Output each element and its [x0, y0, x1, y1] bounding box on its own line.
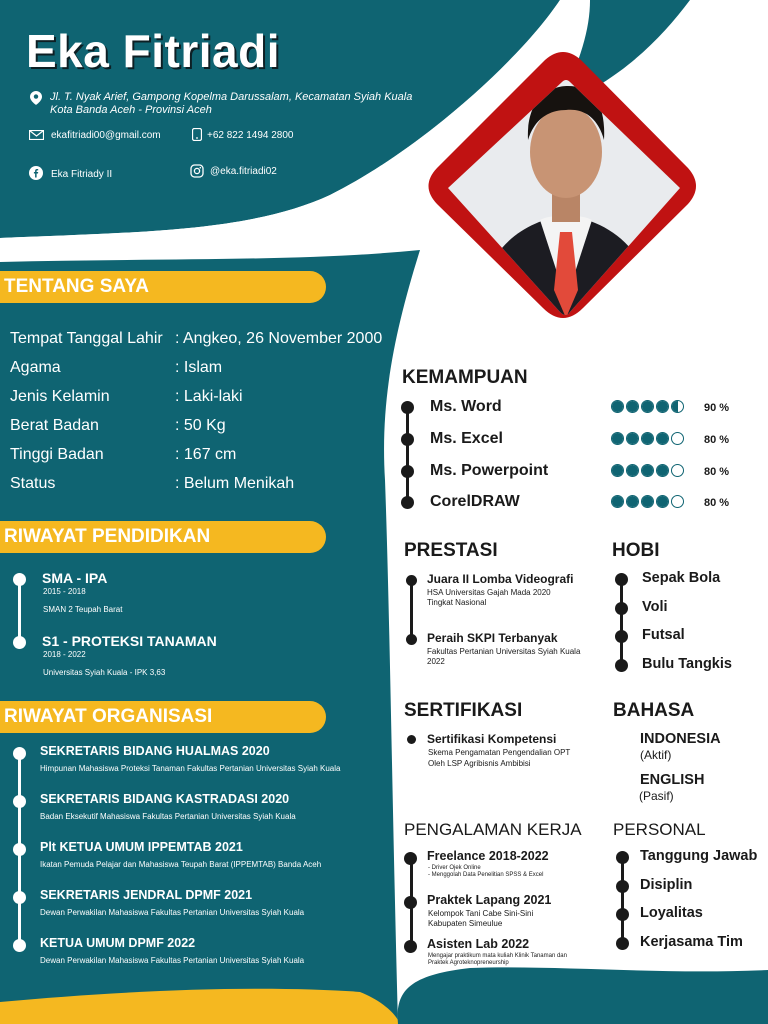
about-row [10, 417, 226, 435]
achievement-line-2: Tingkat Nasional [427, 598, 487, 607]
skill-level-dot [626, 464, 639, 477]
skill-percent: 80 % [704, 497, 730, 509]
skill-level-dot [626, 495, 639, 508]
about-row [10, 446, 236, 464]
education-place: SMAN 2 Teupah Barat [43, 605, 123, 614]
facebook-icon [29, 166, 43, 180]
certification-line-1: Skema Pengamatan Pengendalian OPT [428, 748, 571, 757]
hobbies-timeline-line [620, 578, 623, 664]
hobby-dot [615, 602, 628, 615]
skill-level-fill [627, 496, 638, 507]
organization-title: KETUA UMUM DPMF 2022 [40, 936, 196, 950]
about-row [10, 330, 382, 348]
achievements-heading: PRESTASI [404, 540, 498, 561]
experience-dot [404, 852, 417, 865]
skill-level-dot [641, 400, 654, 413]
skill-percent: 80 % [704, 466, 730, 478]
skill-name: Ms. Excel [430, 430, 503, 447]
skill-level-dot [611, 495, 624, 508]
personal-dot [616, 937, 629, 950]
skill-dot [401, 433, 414, 446]
language-level: (Aktif) [640, 748, 672, 762]
experience-line-1: Mengajar praktikum mata kuliah Klinik Tanaman dan [428, 953, 567, 959]
experience-line-1: - Driver Ojek Online [428, 865, 481, 871]
skill-level-dot [611, 432, 624, 445]
hobby-dot [615, 659, 628, 672]
skill-level-fill [672, 401, 678, 412]
organization-dot [13, 843, 26, 856]
organization-dot [13, 939, 26, 952]
phone-icon [192, 128, 202, 141]
skill-level-fill [642, 433, 653, 444]
education-timeline-line [18, 578, 21, 642]
skill-percent: 90 % [704, 402, 730, 414]
personal-dot [616, 880, 629, 893]
skill-level-fill [612, 433, 623, 444]
skill-percent: 80 % [704, 434, 730, 446]
hobby-item: Futsal [642, 627, 685, 643]
skill-level-fill [627, 433, 638, 444]
experience-line-2: - Menggolah Data Penelitian SPSS & Excel [428, 872, 544, 878]
personal-item: Disiplin [640, 876, 693, 893]
skill-level-dot [626, 400, 639, 413]
skills-timeline-line [406, 405, 409, 503]
achievement-dot [406, 575, 417, 586]
about-row [10, 475, 294, 493]
education-place: Universitas Syiah Kuala - IPK 3,63 [43, 668, 166, 677]
organization-dot [13, 747, 26, 760]
education-years: 2018 - 2022 [43, 650, 86, 659]
experience-heading: PENGALAMAN KERJA [404, 820, 582, 839]
skill-level-dot [626, 432, 639, 445]
candidate-name: Eka Fitriadi [26, 25, 280, 77]
achievements-timeline-line [410, 579, 413, 637]
personal-item: Loyalitas [640, 905, 703, 921]
experience-title: Asisten Lab 2022 [427, 937, 530, 951]
skill-level-fill [612, 401, 623, 412]
address-line-2: Kota Banda Aceh - Provinsi Aceh [50, 104, 212, 116]
experience-line-1: Kelompok Tani Cabe Sini-Sini [428, 909, 534, 918]
skill-level-fill [642, 496, 653, 507]
organization-desc: Dewan Perwakilan Mahasiswa Fakultas Pertanian Universitas Syiah Kuala [40, 956, 305, 965]
hobby-dot [615, 573, 628, 586]
organization-banner: RIWAYAT ORGANISASI [0, 701, 326, 733]
skill-name: CorelDRAW [430, 493, 520, 510]
skill-level-fill [627, 465, 638, 476]
achievement-dot [406, 634, 417, 645]
skill-level-dot [641, 495, 654, 508]
hobby-item: Sepak Bola [642, 570, 721, 586]
about-row [10, 388, 243, 406]
skill-level-fill [612, 496, 623, 507]
skill-name: Ms. Word [430, 398, 502, 415]
experience-title: Praktek Lapang 2021 [427, 893, 552, 907]
about-row-value: : Angkeo, 26 November 2000 [175, 330, 383, 347]
education-years: 2015 - 2018 [43, 587, 86, 596]
about-row-value: : Belum Menikah [175, 475, 295, 492]
language-name: INDONESIA [640, 731, 721, 747]
organization-desc: Dewan Perwakilan Mahasiswa Fakultas Pertanian Universitas Syiah Kuala [40, 908, 305, 917]
skill-level-dot [671, 464, 684, 477]
education-title: SMA - IPA [42, 570, 108, 586]
achievement-title: Peraih SKPI Terbanyak [427, 631, 558, 645]
skill-level-dot [656, 400, 669, 413]
about-row-label: Tempat Tanggal Lahir [10, 330, 163, 347]
skill-level-fill [627, 401, 638, 412]
experience-line-2: Kabupaten Simeulue [428, 919, 503, 928]
skill-level-dot [641, 464, 654, 477]
organization-title: SEKRETARIS BIDANG HUALMAS 2020 [40, 744, 270, 758]
hobby-dot [615, 630, 628, 643]
certification-heading: SERTIFIKASI [404, 700, 523, 721]
skill-level-dot [656, 464, 669, 477]
personal-dot [616, 908, 629, 921]
skill-level-fill [657, 433, 668, 444]
about-row [10, 359, 222, 377]
experience-dot [404, 940, 417, 953]
language-level: (Pasif) [639, 789, 674, 803]
skill-level-dot [656, 495, 669, 508]
organization-title: Plt KETUA UMUM IPPEMTAB 2021 [40, 840, 243, 854]
skill-level-dot [611, 464, 624, 477]
about-row-label: Tinggi Badan [10, 446, 104, 463]
education-dot [13, 573, 26, 586]
experience-dot [404, 896, 417, 909]
mail-icon [29, 130, 44, 140]
skill-level-dot [671, 400, 684, 413]
organization-dot [13, 891, 26, 904]
certification-title: Sertifikasi Kompetensi [427, 732, 557, 746]
about-banner: TENTANG SAYA [0, 271, 326, 303]
organization-dot [13, 795, 26, 808]
experience-title: Freelance 2018-2022 [427, 849, 549, 863]
hobby-item: Voli [642, 598, 668, 615]
about-row-label: Status [10, 475, 56, 492]
skill-name: Ms. Powerpoint [430, 462, 549, 479]
language-name: ENGLISH [640, 772, 705, 788]
about-row-label: Berat Badan [10, 417, 99, 434]
skill-dot [401, 465, 414, 478]
personal-timeline-line [621, 855, 624, 943]
address-line-1: Jl. T. Nyak Arief, Gampong Kopelma Darussalam, Kecamatan Syiah Kuala [50, 91, 413, 103]
about-row-value: : 50 Kg [175, 417, 226, 434]
organization-desc: Badan Eksekutif Mahasiswa Fakultas Pertanian Universitas Syiah Kuala [40, 812, 296, 821]
skill-level-dot [641, 432, 654, 445]
about-row-value: : 167 cm [175, 446, 237, 463]
experience-line-2: Praktek Agroteknopreneurship [428, 960, 509, 966]
certification-dot [407, 735, 416, 744]
email-text[interactable]: ekafitriadi00@gmail.com [51, 130, 161, 141]
skills-heading: KEMAMPUAN [402, 367, 528, 388]
skill-level-fill [657, 401, 668, 412]
personal-item: Tanggung Jawab [640, 848, 758, 864]
organization-desc: Himpunan Mahasiswa Proteksi Tanaman Fakultas Pertanian Universitas Syiah Kuala [40, 764, 341, 773]
instagram-icon [190, 164, 204, 178]
skill-level-dot [671, 432, 684, 445]
facebook-text[interactable]: Eka Fitriady II [51, 169, 113, 180]
achievement-line-1: HSA Universitas Gajah Mada 2020 [427, 588, 551, 597]
skill-level-fill [612, 465, 623, 476]
personal-item: Kerjasama Tim [640, 933, 743, 950]
hobby-item: Bulu Tangkis [642, 655, 732, 672]
education-dot [13, 636, 26, 649]
about-row-value: : Islam [175, 359, 223, 376]
skill-level-dot [656, 432, 669, 445]
personal-dot [616, 851, 629, 864]
organization-desc: Ikatan Pemuda Pelajar dan Mahasiswa Teupah Barat (IPPEMTAB) Banda Aceh [40, 860, 322, 869]
achievement-line-2: 2022 [427, 657, 445, 666]
personal-heading: PERSONAL [613, 820, 706, 839]
skill-level-dot [611, 400, 624, 413]
organization-title: SEKRETARIS JENDRAL DPMF 2021 [40, 888, 253, 902]
hobbies-heading: HOBI [612, 540, 660, 561]
achievement-line-1: Fakultas Pertanian Universitas Syiah Kuala [427, 647, 581, 656]
about-row-value: : Laki-laki [175, 388, 243, 405]
skill-dot [401, 401, 414, 414]
skill-level-fill [657, 465, 668, 476]
skill-level-fill [642, 465, 653, 476]
skill-dot [401, 496, 414, 509]
organization-title: SEKRETARIS BIDANG KASTRADASI 2020 [40, 792, 290, 806]
about-row-label: Agama [10, 359, 61, 376]
address [50, 91, 450, 117]
education-title: S1 - PROTEKSI TANAMAN [42, 633, 217, 649]
education-banner: RIWAYAT PENDIDIKAN [0, 521, 326, 553]
phone-text[interactable]: +62 822 1494 2800 [207, 130, 294, 141]
skill-level-fill [657, 496, 668, 507]
skill-level-fill [642, 401, 653, 412]
certification-line-2: Oleh LSP Agribisnis Ambibisi [428, 759, 531, 768]
skill-level-dot [671, 495, 684, 508]
about-row-label: Jenis Kelamin [10, 388, 110, 405]
languages-heading: BAHASA [613, 700, 695, 721]
location-pin-icon [30, 91, 42, 105]
achievement-title: Juara II Lomba Videografi [427, 572, 574, 586]
instagram-text[interactable]: @eka.fitriadi02 [210, 166, 277, 177]
